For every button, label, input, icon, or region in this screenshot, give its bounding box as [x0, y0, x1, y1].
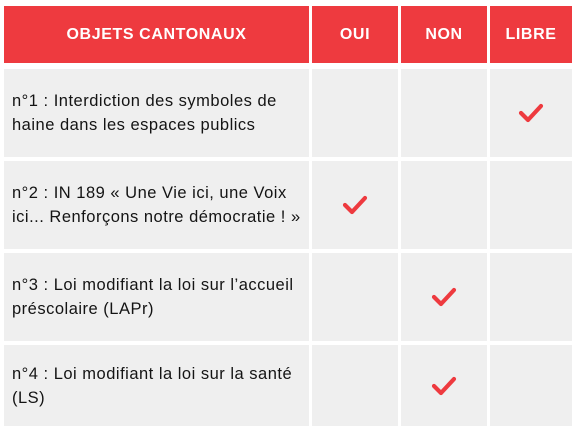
check-icon: [431, 376, 457, 396]
row-4-libre-cell: [490, 345, 572, 426]
table-row-4-object: [4, 345, 309, 426]
table-row-2-object: [4, 161, 309, 249]
row-1-libre-cell: [490, 69, 572, 157]
row-3-non-cell: [401, 253, 487, 341]
row-1-non-cell: [401, 69, 487, 157]
header-oui: OUI: [312, 6, 398, 63]
check-icon: [342, 195, 368, 215]
row-2-text: n°2 : IN 189 « Une Vie ici, une Voix ici... Renforçons notre démocratie ! »: [12, 184, 301, 226]
row-3-libre-cell: [490, 253, 572, 341]
table-row-3-object: [4, 253, 309, 341]
row-2-oui-cell: [312, 161, 398, 249]
check-icon: [431, 287, 457, 307]
row-4-non-cell: [401, 345, 487, 426]
row-2-libre-cell: [490, 161, 572, 249]
header-objects: OBJETS CANTONAUX: [4, 6, 309, 63]
row-1-oui-cell: [312, 69, 398, 157]
row-1-text: n°1 : Interdiction des symboles de haine dans les espaces publics: [12, 92, 277, 134]
row-3-text: n°3 : Loi modifiant la loi sur l’accueil préscolaire (LAPr): [12, 276, 294, 318]
row-4-oui-cell: [312, 345, 398, 426]
header-non: NON: [401, 6, 487, 63]
row-4-text: n°4 : Loi modifiant la loi sur la santé (LS): [12, 364, 293, 407]
table-row-1-object: [4, 69, 309, 157]
row-2-non-cell: [401, 161, 487, 249]
check-icon: [518, 103, 544, 123]
row-3-oui-cell: [312, 253, 398, 341]
header-libre: LIBRE: [490, 6, 572, 63]
